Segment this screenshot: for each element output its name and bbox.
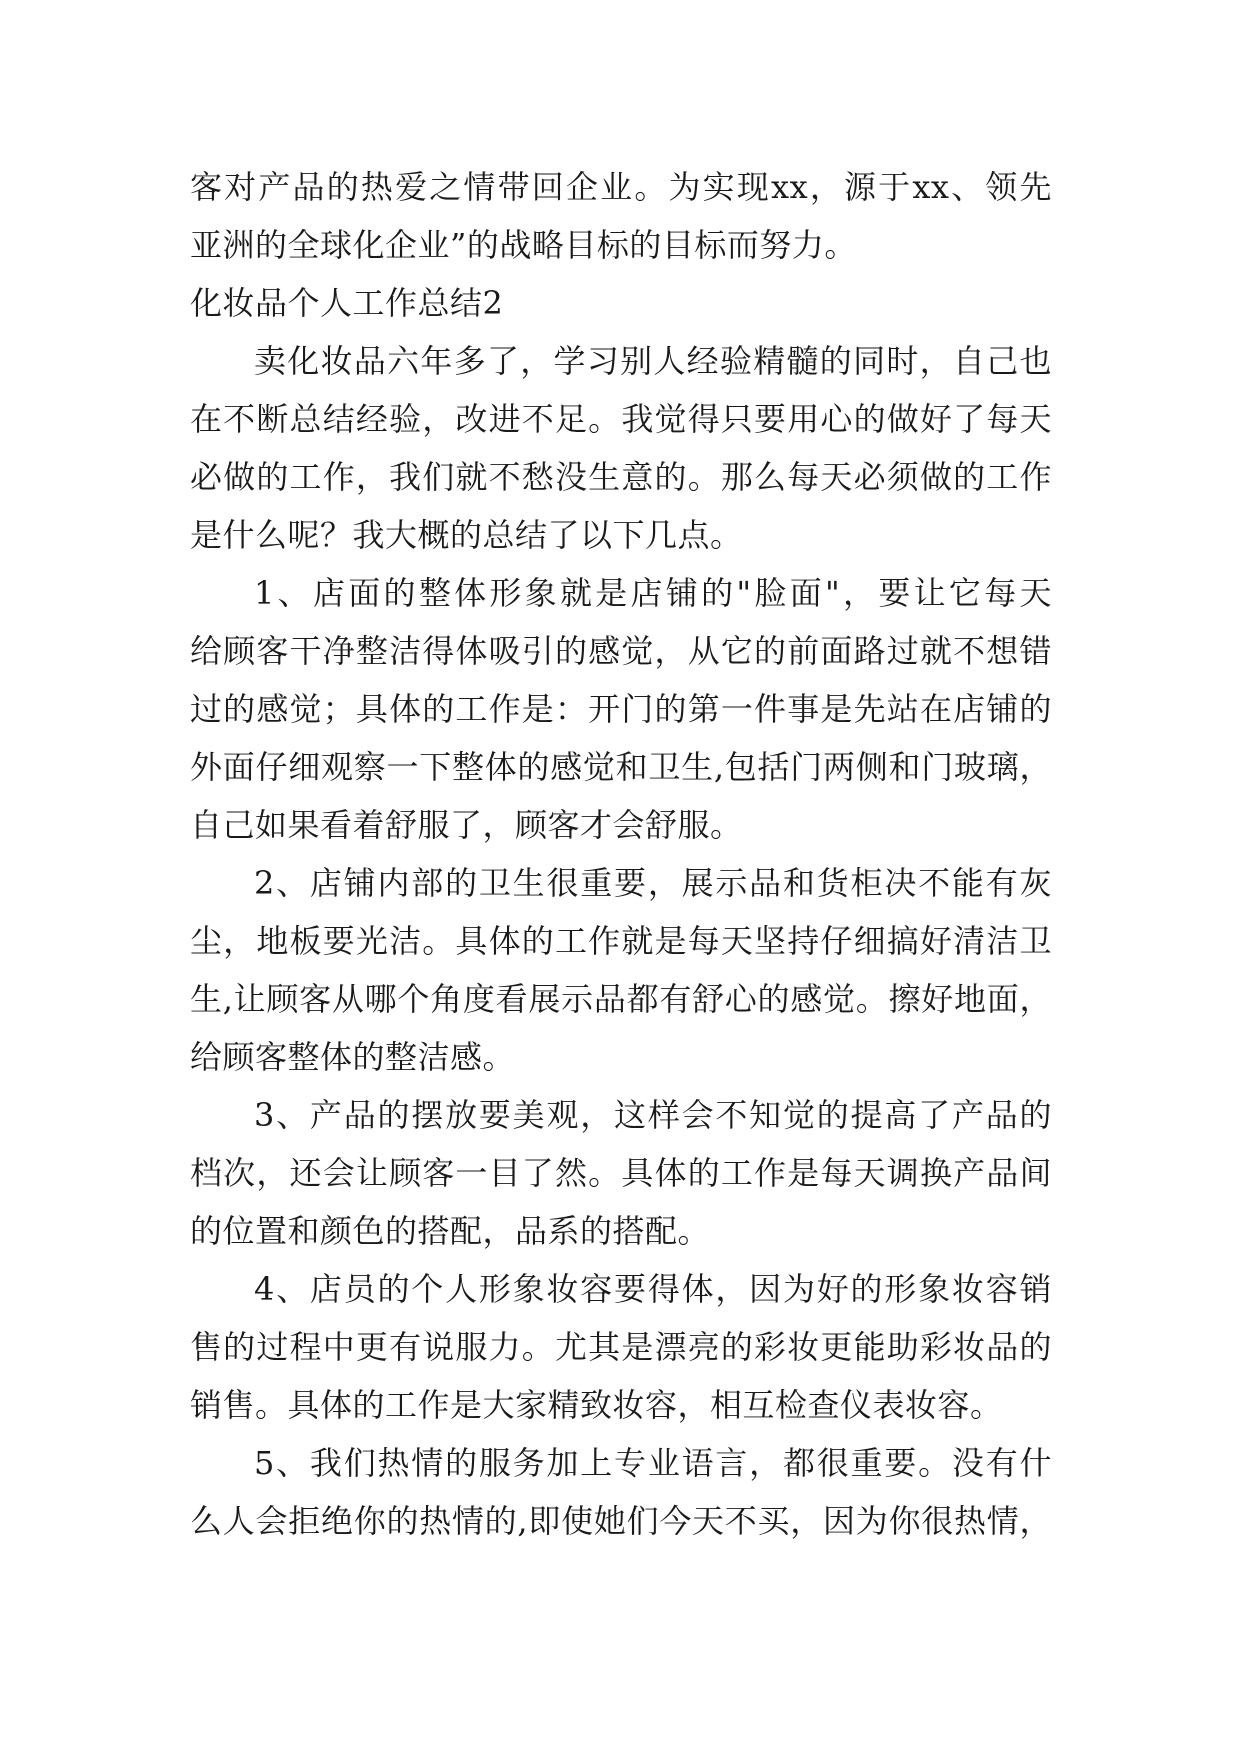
text-line: 给顾客干净整洁得体吸引的感觉，从它的前面路过就不想错 [190,632,1052,670]
paragraph-first-line: 5、我们热情的服务加上专业语言，都很重要。没有什 [254,1444,1052,1482]
text-line: 给顾客整体的整洁感。 [190,1038,516,1076]
text-line: 自己如果看着舒服了，顾客才会舒服。 [190,806,743,844]
paragraph-first-line: 1、店面的整体形象就是店铺的"脸面"，要让它每天 [254,574,1052,612]
text-line: 销售。具体的工作是大家精致妆容，相互检查仪表妆容。 [190,1386,1003,1424]
text-line: 必做的工作，我们就不愁没生意的。那么每天必须做的工作 [190,458,1052,496]
document-body [190,158,1052,1550]
text-line: 的位置和颜色的搭配，品系的搭配。 [190,1212,711,1250]
text-line: 过的感觉；具体的工作是：开门的第一件事是先站在店铺的 [190,690,1052,728]
text-line: 生,让顾客从哪个角度看展示品都有舒心的感觉。擦好地面， [190,980,1052,1018]
text-line: 尘，地板要光洁。具体的工作就是每天坚持仔细搞好清洁卫 [190,922,1052,960]
text-line: 外面仔细观察一下整体的感觉和卫生,包括门两侧和门玻璃， [190,748,1052,786]
text-line: 在不断总结经验，改进不足。我觉得只要用心的做好了每天 [190,400,1052,438]
paragraph-first-line: 2、店铺内部的卫生很重要，展示品和货柜决不能有灰 [254,864,1052,902]
text-line: 么人会拒绝你的热情的,即使她们今天不买，因为你很热情， [190,1502,1052,1540]
paragraph-first-line: 3、产品的摆放要美观，这样会不知觉的提高了产品的 [254,1096,1052,1134]
paragraph-first-line: 4、店员的个人形象妆容要得体，因为好的形象妆容销 [254,1270,1052,1308]
text-line: 客对产品的热爱之情带回企业。为实现xx，源于xx、领先 [190,168,1052,206]
text-line: 档次，还会让顾客一目了然。具体的工作是每天调换产品间 [190,1154,1052,1192]
text-line: 亚洲的全球化企业”的战略目标的目标而努力。 [190,226,857,264]
text-line: 售的过程中更有说服力。尤其是漂亮的彩妆更能助彩妆品的 [190,1328,1052,1366]
paragraph-first-line: 卖化妆品六年多了，学习别人经验精髓的同时，自己也 [254,342,1052,380]
text-line: 是什么呢？我大概的总结了以下几点。 [190,516,743,554]
section-heading: 化妆品个人工作总结2 [190,284,504,322]
